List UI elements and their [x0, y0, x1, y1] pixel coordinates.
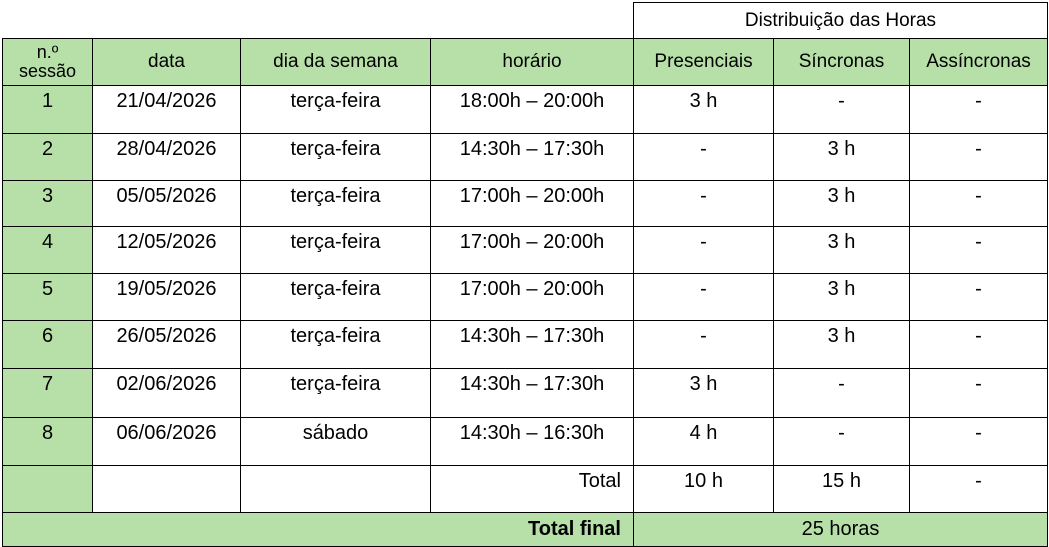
row-6-sincronas: 3 h — [773, 320, 910, 369]
row-3-assincronas: - — [909, 180, 1048, 227]
row-3-time: 17:00h – 20:00h — [430, 180, 634, 227]
row-1-weekday: terça-feira — [240, 85, 431, 134]
row-2-time: 14:30h – 17:30h — [430, 133, 634, 181]
row-4-sincronas: 3 h — [773, 226, 910, 274]
row-2-weekday: terça-feira — [240, 133, 431, 181]
col-header-weekday: dia da semana — [240, 38, 431, 86]
col-header-session — [2, 38, 93, 86]
row-1-date: 21/04/2026 — [92, 85, 241, 134]
row-6-session-number: 6 — [2, 320, 93, 369]
row-6-presenciais: - — [633, 320, 774, 369]
row-2-sincronas: 3 h — [773, 133, 910, 181]
row-4-presenciais: - — [633, 226, 774, 274]
row-4-session-number: 4 — [2, 226, 93, 274]
row-8-session-number: 8 — [2, 417, 93, 466]
total-assincronas: - — [909, 465, 1048, 513]
col-header-session-line2: sessão — [18, 61, 77, 81]
col-header-time: horário — [430, 38, 634, 86]
row-5-presenciais: - — [633, 273, 774, 321]
row-7-time: 14:30h – 17:30h — [430, 368, 634, 418]
row-2-assincronas: - — [909, 133, 1048, 181]
row-4-weekday: terça-feira — [240, 226, 431, 274]
total-row-weekday-empty — [240, 465, 431, 513]
row-1-assincronas: - — [909, 85, 1048, 134]
row-8-date: 06/06/2026 — [92, 417, 241, 466]
row-2-date: 28/04/2026 — [92, 133, 241, 181]
row-6-weekday: terça-feira — [240, 320, 431, 369]
row-7-session-number: 7 — [2, 368, 93, 418]
row-5-sincronas: 3 h — [773, 273, 910, 321]
row-3-session-number: 3 — [2, 180, 93, 227]
row-4-assincronas: - — [909, 226, 1048, 274]
col-header-assincronas: Assíncronas — [909, 38, 1048, 86]
row-3-weekday: terça-feira — [240, 180, 431, 227]
row-8-time: 14:30h – 16:30h — [430, 417, 634, 466]
col-header-date: data — [92, 38, 241, 86]
row-5-time: 17:00h – 20:00h — [430, 273, 634, 321]
row-7-date: 02/06/2026 — [92, 368, 241, 418]
col-header-session-line1: n.º — [36, 42, 59, 62]
row-2-presenciais: - — [633, 133, 774, 181]
row-5-weekday: terça-feira — [240, 273, 431, 321]
total-sincronas: 15 h — [773, 465, 910, 513]
final-total-value: 25 horas — [633, 512, 1048, 547]
row-3-sincronas: 3 h — [773, 180, 910, 227]
row-4-date: 12/05/2026 — [92, 226, 241, 274]
total-presenciais: 10 h — [633, 465, 774, 513]
row-8-assincronas: - — [909, 417, 1048, 466]
row-4-time: 17:00h – 20:00h — [430, 226, 634, 274]
total-row-session-empty — [2, 465, 93, 513]
row-7-weekday: terça-feira — [240, 368, 431, 418]
row-7-assincronas: - — [909, 368, 1048, 418]
col-header-sincronas: Síncronas — [773, 38, 910, 86]
row-1-presenciais: 3 h — [633, 85, 774, 134]
row-8-weekday: sábado — [240, 417, 431, 466]
row-8-sincronas: - — [773, 417, 910, 466]
row-7-presenciais: 3 h — [633, 368, 774, 418]
row-2-session-number: 2 — [2, 133, 93, 181]
final-total-label: Total final — [2, 512, 634, 547]
row-8-presenciais: 4 h — [633, 417, 774, 466]
row-5-date: 19/05/2026 — [92, 273, 241, 321]
row-7-sincronas: - — [773, 368, 910, 418]
row-6-date: 26/05/2026 — [92, 320, 241, 369]
row-5-assincronas: - — [909, 273, 1048, 321]
row-3-date: 05/05/2026 — [92, 180, 241, 227]
group-header: Distribuição das Horas — [633, 2, 1048, 39]
col-header-presenciais: Presenciais — [633, 38, 774, 86]
row-3-presenciais: - — [633, 180, 774, 227]
row-1-sincronas: - — [773, 85, 910, 134]
row-6-assincronas: - — [909, 320, 1048, 369]
row-6-time: 14:30h – 17:30h — [430, 320, 634, 369]
total-label: Total — [430, 465, 634, 513]
row-1-time: 18:00h – 20:00h — [430, 85, 634, 134]
total-row-date-empty — [92, 465, 241, 513]
row-5-session-number: 5 — [2, 273, 93, 321]
row-1-session-number: 1 — [2, 85, 93, 134]
